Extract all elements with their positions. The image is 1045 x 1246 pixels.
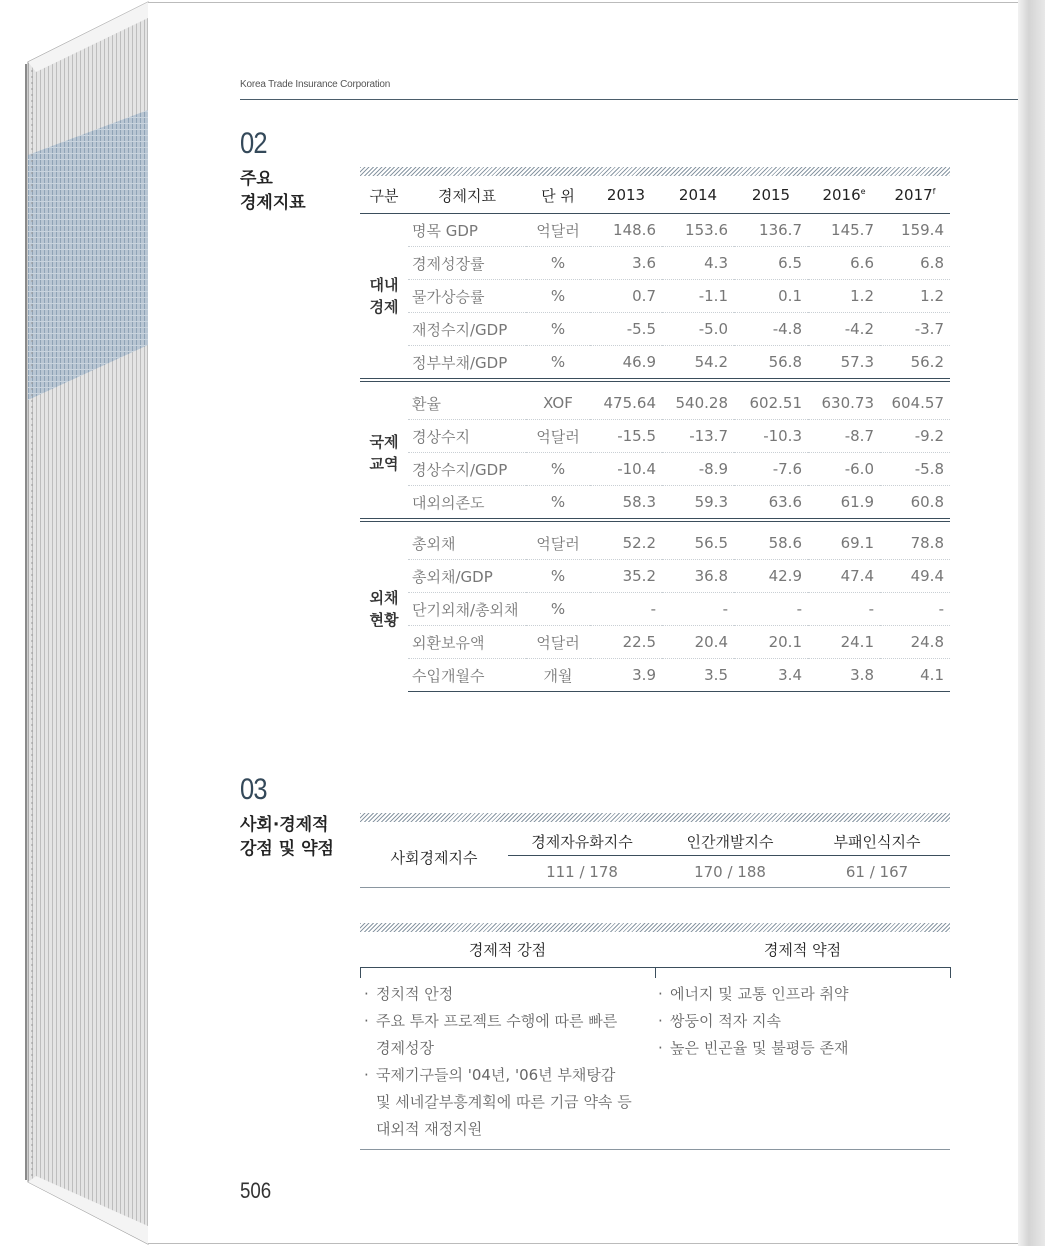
section-number-03: 03 <box>240 773 267 806</box>
indicator-unit: 억달러 <box>526 626 590 659</box>
indicator-value: -5.8 <box>880 453 950 486</box>
list-item-line: 경제성장 <box>376 1039 434 1057</box>
group-separator-line <box>360 379 950 388</box>
indicator-value: 59.3 <box>694 493 728 511</box>
group-label-line: 대내 <box>369 276 399 294</box>
indicator-unit: 억달러 <box>526 527 590 560</box>
indicator-value: -5.0 <box>662 313 734 346</box>
indicator-value: 56.2 <box>910 353 944 371</box>
weaknesses-list <box>656 981 946 1062</box>
section-title-strengths-weaknesses <box>240 813 334 861</box>
indicator-value: 58.3 <box>622 493 656 511</box>
indicator-name: 단기외채/총외채 <box>408 593 526 626</box>
indicator-value: 60.8 <box>910 493 944 511</box>
list-item-line: 대외적 재정지원 <box>376 1120 483 1138</box>
list-item-line: · 쌍둥이 적자 지속 <box>670 1012 781 1030</box>
indicator-value: 4.1 <box>880 659 950 692</box>
header-unit: 단 위 <box>526 177 590 214</box>
indicator-name: 대외의존도 <box>412 493 485 512</box>
indicator-value: -10.4 <box>590 453 662 486</box>
indicator-value: 20.4 <box>662 626 734 659</box>
indicator-value: -3.7 <box>880 313 950 346</box>
indicator-value: 159.4 <box>880 214 950 247</box>
weaknesses-title: 경제적 약점 <box>763 941 842 959</box>
indicator-value: 1.2 <box>808 280 880 313</box>
indicator-value: 56.8 <box>768 353 802 371</box>
index-value: 61 / 167 <box>845 863 909 881</box>
indicator-value: 6.8 <box>880 247 950 280</box>
table-row <box>360 593 950 626</box>
indicator-unit: % <box>526 280 590 313</box>
table-header-row <box>360 177 950 214</box>
indicator-value: 63.6 <box>768 493 802 511</box>
indicator-unit: % <box>526 560 590 593</box>
indicator-unit: 억달러 <box>526 420 590 453</box>
header-year: 2014 <box>662 177 734 214</box>
table-row <box>360 280 950 313</box>
indicator-value: - <box>734 593 808 626</box>
strengths-bracket <box>360 967 656 978</box>
section-title-indicators <box>240 167 306 215</box>
title-line: 주요 <box>240 169 273 189</box>
indicator-value: 0.7 <box>590 280 662 313</box>
indicator-value: 24.1 <box>808 626 880 659</box>
group-separator-line <box>360 519 950 528</box>
indicator-unit: XOF <box>526 387 590 420</box>
strengths-weaknesses-header <box>360 935 950 965</box>
indicator-value: 136.7 <box>734 214 808 247</box>
indicator-name: 환율 <box>408 387 526 420</box>
indicator-value: - <box>590 593 662 626</box>
indicator-value: 145.7 <box>808 214 880 247</box>
indicator-value: 56.5 <box>662 527 734 560</box>
list-item-line: 및 세네갈부흥계획에 따른 기금 약속 등 <box>376 1093 632 1111</box>
list-item <box>362 1062 652 1143</box>
indicator-value: -9.2 <box>880 420 950 453</box>
list-item-line: · 높은 빈곤율 및 불평등 존재 <box>670 1039 849 1057</box>
group-label-line: 교역 <box>369 454 399 473</box>
indicator-value: 3.4 <box>734 659 808 692</box>
table-row <box>360 453 950 486</box>
indicator-value: 3.8 <box>808 659 880 692</box>
column-header: 부패인식지수 <box>804 827 950 856</box>
indicator-value: 602.51 <box>734 387 808 420</box>
indicator-value: -7.6 <box>734 453 808 486</box>
list-item-line: · 정치적 안정 <box>376 985 454 1003</box>
table-row <box>360 420 950 453</box>
group-label-line: 외채 <box>369 589 399 608</box>
table-row <box>360 560 950 593</box>
indicator-name: 경상수지 <box>408 420 526 453</box>
table-row <box>360 659 950 692</box>
group-label-line: 경제 <box>369 298 399 316</box>
indicator-name: 정부부채/GDP <box>412 353 508 372</box>
index-value: 170 / 188 <box>694 863 766 881</box>
indicator-value: 47.4 <box>808 560 880 593</box>
header-year: 2016e <box>808 177 880 214</box>
indicator-value: 3.5 <box>662 659 734 692</box>
indicator-value: 6.6 <box>808 247 880 280</box>
header-group: 구분 <box>360 177 408 214</box>
indicator-name: 경제성장률 <box>408 247 526 280</box>
indicator-value: -4.8 <box>734 313 808 346</box>
indicator-value: 153.6 <box>662 214 734 247</box>
indicator-value: -6.0 <box>808 453 880 486</box>
group-label-line: 국제 <box>369 432 399 451</box>
indicator-value: - <box>880 593 950 626</box>
header-year: 2015 <box>734 177 808 214</box>
forecast-mark: f <box>932 187 936 196</box>
indicator-value: -5.5 <box>590 313 662 346</box>
table-row <box>360 346 950 379</box>
indicator-value: 69.1 <box>808 527 880 560</box>
table-row <box>360 626 950 659</box>
indicator-value: 3.6 <box>590 247 662 280</box>
indicator-value: 475.64 <box>590 387 662 420</box>
indicator-value: -13.7 <box>662 420 734 453</box>
group-label <box>360 214 408 379</box>
indicator-unit: % <box>526 593 590 626</box>
indicator-value: 604.57 <box>880 387 950 420</box>
indicator-name: 총외채/GDP <box>408 560 526 593</box>
column-header: 인간개발지수 <box>656 827 804 856</box>
indicator-unit: % <box>550 493 566 511</box>
indicator-value: 1.2 <box>880 280 950 313</box>
header-indicator: 경제지표 <box>408 177 526 214</box>
socioeconomic-index-table <box>360 827 950 888</box>
group-label <box>360 527 408 692</box>
header-year: 2017$^f$ <box>880 177 950 214</box>
table-row <box>360 214 950 247</box>
table-hatch-rule <box>360 167 950 176</box>
indicator-value: 46.9 <box>622 353 656 371</box>
strengths-list <box>362 981 652 1143</box>
indicator-value: 0.1 <box>734 280 808 313</box>
indicator-value: 35.2 <box>590 560 662 593</box>
book-page <box>148 2 1020 1244</box>
indicator-value: 42.9 <box>734 560 808 593</box>
table-bottom-rule <box>360 887 950 888</box>
indicator-value: - <box>808 593 880 626</box>
list-item <box>656 1008 946 1035</box>
indicator-value: -15.5 <box>590 420 662 453</box>
indicator-name: 재정수지/GDP <box>408 313 526 346</box>
weaknesses-bracket <box>655 967 951 978</box>
indicator-name: 수입개월수 <box>408 659 526 692</box>
indicator-value: -8.7 <box>808 420 880 453</box>
indicator-unit: 개월 <box>526 659 590 692</box>
indicator-value: 630.73 <box>808 387 880 420</box>
indicator-value: -1.1 <box>662 280 734 313</box>
running-head: Korea Trade Insurance Corporation <box>240 79 391 90</box>
list-item <box>362 981 652 1008</box>
indicator-value: 3.9 <box>590 659 662 692</box>
group-label-line: 현황 <box>369 611 399 630</box>
indicator-unit: 억달러 <box>526 214 590 247</box>
estimate-mark: e <box>860 187 866 196</box>
indicator-value: 52.2 <box>590 527 662 560</box>
indicator-unit: % <box>526 247 590 280</box>
indicator-value: 4.3 <box>662 247 734 280</box>
section-number-02: 02 <box>240 127 267 160</box>
group-separator <box>360 519 950 528</box>
indicator-value: 20.1 <box>734 626 808 659</box>
indicator-value: -4.2 <box>808 313 880 346</box>
indicator-value: 540.28 <box>662 387 734 420</box>
book-page-edges <box>0 0 150 1246</box>
indicator-value: 58.6 <box>734 527 808 560</box>
row-label: 사회경제지수 <box>390 849 478 867</box>
page-number: 506 <box>240 1178 272 1203</box>
index-value: 111 / 178 <box>546 863 618 881</box>
indicator-unit: % <box>526 453 590 486</box>
header-rule <box>240 99 1020 100</box>
column-header: 경제자유화지수 <box>508 827 656 856</box>
indicator-name: 경상수지/GDP <box>408 453 526 486</box>
indicator-name: 명목 GDP <box>408 214 526 247</box>
table-row <box>360 486 950 519</box>
indicator-name: 총외채 <box>408 527 526 560</box>
indicator-value: 36.8 <box>662 560 734 593</box>
indicator-value: -10.3 <box>734 420 808 453</box>
indicator-value: 49.4 <box>880 560 950 593</box>
title-line: 사회·경제적 <box>240 815 329 835</box>
header-year: 2013 <box>590 177 662 214</box>
table-row <box>360 313 950 346</box>
indicator-value: - <box>662 593 734 626</box>
list-item <box>656 1035 946 1062</box>
table-hatch-rule <box>360 923 950 932</box>
indicator-value: 54.2 <box>694 353 728 371</box>
indicator-value: 24.8 <box>880 626 950 659</box>
strengths-title: 경제적 강점 <box>468 941 547 959</box>
list-item-line: · 국제기구들의 '04년, '06년 부채탕감 <box>376 1066 616 1084</box>
economic-indicators-table <box>360 177 950 692</box>
indicator-value: 61.9 <box>840 493 874 511</box>
indicator-value: 22.5 <box>590 626 662 659</box>
list-item-line: · 에너지 및 교통 인프라 취약 <box>670 985 849 1003</box>
indicator-value: 78.8 <box>880 527 950 560</box>
table-hatch-rule <box>360 813 950 822</box>
section-bottom-rule <box>360 1149 950 1150</box>
table-row <box>360 827 950 856</box>
title-line: 강점 및 약점 <box>240 839 334 859</box>
group-separator <box>360 379 950 388</box>
indicator-unit: % <box>550 353 566 371</box>
table-row <box>360 247 950 280</box>
table-row <box>360 387 950 420</box>
indicator-name: 물가상승률 <box>408 280 526 313</box>
list-item-line: · 주요 투자 프로젝트 수행에 따른 빠른 <box>376 1012 618 1030</box>
list-item <box>656 981 946 1008</box>
indicator-unit: % <box>526 313 590 346</box>
page-gutter-shadow <box>1018 0 1045 1246</box>
indicator-value: -8.9 <box>662 453 734 486</box>
indicator-value: 57.3 <box>840 353 874 371</box>
table-row <box>360 527 950 560</box>
title-line: 경제지표 <box>240 193 306 213</box>
indicator-value: 148.6 <box>590 214 662 247</box>
indicator-name: 외환보유액 <box>408 626 526 659</box>
group-label <box>360 387 408 519</box>
indicator-value: 6.5 <box>734 247 808 280</box>
list-item <box>362 1008 652 1062</box>
